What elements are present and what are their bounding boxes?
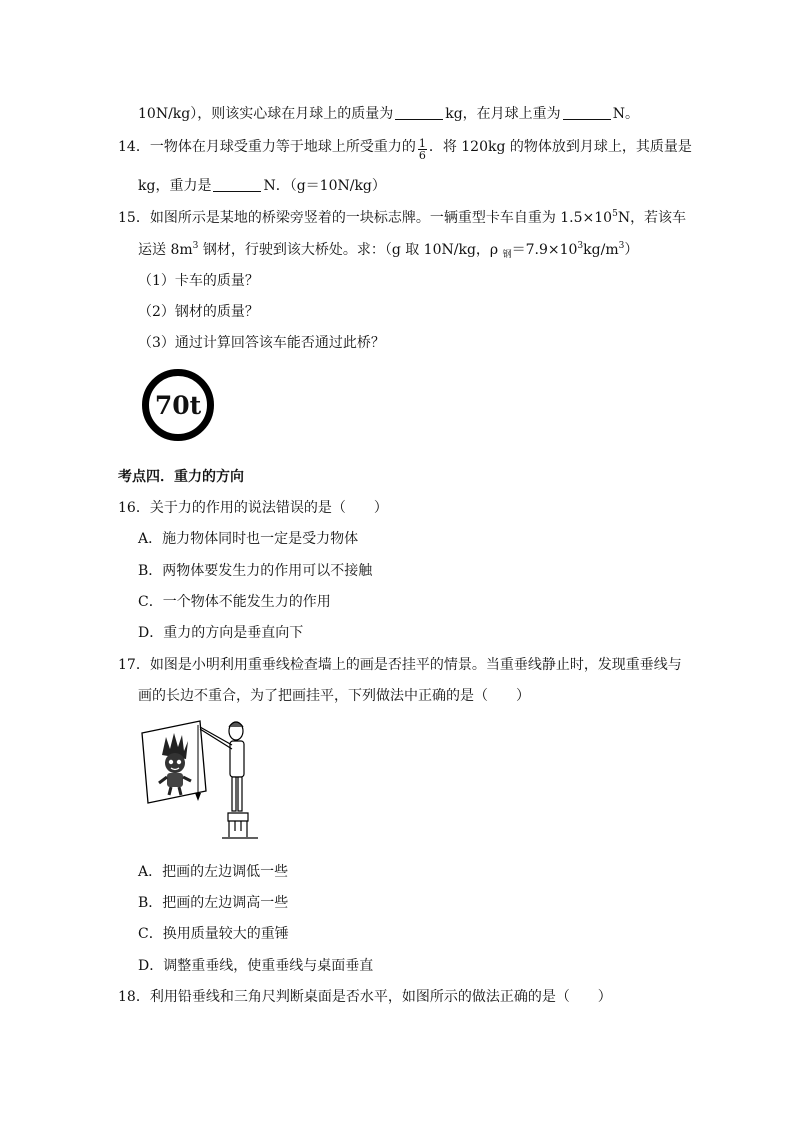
q15-line2: 运送 $8m^3$ 钢材，行驶到该大桥处。求：（g 取 10N/kg，ρ $_钢=7.9\times 10^3kg/m^3$） [138,241,639,260]
q17-line1: 17．如图是小明利用重垂线检查墙上的画是否挂平的情景。当重垂线静止时，发现重垂线与 [118,657,682,673]
sign-text: 70t [154,390,202,420]
q16-stem: 16．关于力的作用的说法错误的是（ ） [118,500,388,516]
plumb-bob [195,793,201,801]
q15-sub3: （3）通过计算回答该车能否通过此桥？ [138,335,385,351]
q15-sub1: （1）卡车的质量？ [138,273,259,289]
plumb-line-figure [140,715,280,845]
q14-line2: kg，重力是 N．（g＝10N/kg） [138,178,386,194]
answer-blank [395,105,443,120]
section-title: 考点四．重力的方向 [118,469,244,485]
person-drawing [200,722,248,837]
q15-sub2: （2）钢材的质量？ [138,304,259,320]
q16-option-d: D．重力的方向是垂直向下 [138,625,304,641]
fraction-one-sixth: $\frac{1}{6}$ [418,137,426,162]
q16-option-b: B．两物体要发生力的作用可以不接触 [138,563,373,579]
q18-stem: 18．利用铅垂线和三角尺判断桌面是否水平，如图所示的做法正确的是（ ） [118,989,612,1005]
weight-limit-sign [142,369,214,441]
q17-option-c: C．换用质量较大的重锤 [138,926,289,942]
q15-line1: 15．如图所示是某地的桥梁旁竖着的一块标志牌。一辆重型卡车自重为 $1.5\times 10^5N$，若该车 [118,209,687,226]
q16-option-c: C．一个物体不能发生力的作用 [138,594,331,610]
answer-blank [213,177,261,192]
q14-line1: 14．一物体在月球受重力等于地球上所受重力的 $\frac{1}{6}$ ．将 120kg 的物体放到月球上，其质量是 [118,137,692,162]
q17-option-a: A．把画的左边调低一些 [138,864,289,880]
answer-blank [563,105,611,120]
q16-option-a: A．施力物体同时也一定是受力物体 [138,531,359,547]
q13-tail-line: 10N/kg），则该实心球在月球上的质量为 kg，在月球上重为 N。 [138,106,639,122]
q17-option-d: D．调整重垂线，使重垂线与桌面垂直 [138,958,374,974]
q17-line2: 画的长边不重合，为了把画挂平，下列做法中正确的是（ ） [138,688,530,704]
q17-option-b: B．把画的左边调高一些 [138,895,289,911]
